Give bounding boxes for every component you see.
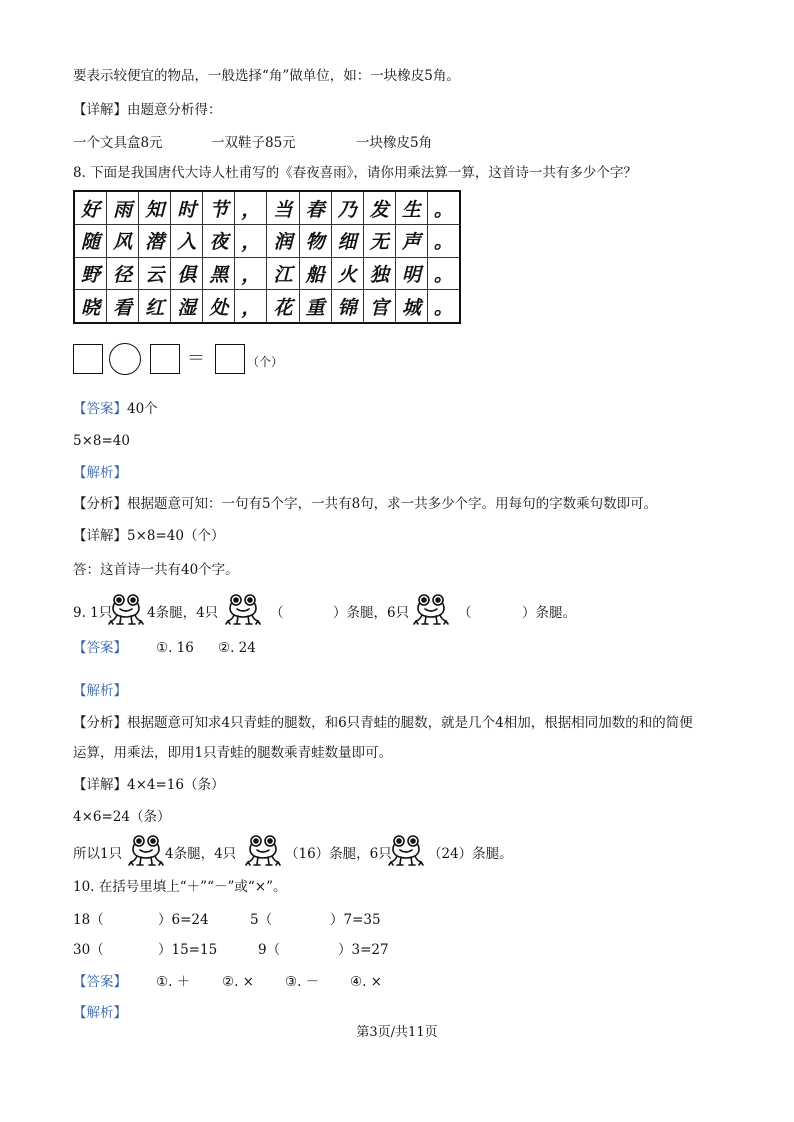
poem-char: 。 xyxy=(433,231,453,253)
frog-icon xyxy=(127,834,165,868)
poem-char: 径 xyxy=(107,257,139,289)
answer-9-1: ①. 16 xyxy=(156,640,194,656)
poem-char: 春 xyxy=(300,192,332,224)
so9-d: （24）条腿。 xyxy=(428,846,513,862)
answer-box-2[interactable] xyxy=(150,344,180,374)
q10-r2a-rest: ）15=15 xyxy=(158,942,218,958)
analysis-9-line2: 运算，用乘法，即用1只青蛙的腿数乘青蛙数量即可。 xyxy=(73,745,393,761)
frog-icon xyxy=(107,593,145,627)
answer-8-calc: 5×8=40 xyxy=(73,433,130,449)
answer-10-2: ②. × xyxy=(222,974,254,990)
poem-row xyxy=(75,257,459,290)
page-footer: 第3页/共11页 xyxy=(356,1025,438,1040)
answer-text: 40个 xyxy=(127,401,158,417)
detail-tag: 【详解】 xyxy=(73,528,127,544)
poem-char: 看 xyxy=(107,290,139,323)
poem-char: 生 xyxy=(396,192,428,224)
q10-r1b-rest: ）7=35 xyxy=(330,912,381,928)
so9-b: 4条腿，4只 xyxy=(165,846,237,862)
poem-char: 处 xyxy=(203,290,235,323)
frog-icon xyxy=(387,834,425,868)
poem-char: 乃 xyxy=(332,192,364,224)
answer-9-2: ②. 24 xyxy=(218,640,256,656)
answer-9-tag: 【答案】 xyxy=(73,640,127,656)
detail-text: 5×8=40（个） xyxy=(127,528,225,544)
poem-char: ， xyxy=(235,192,267,224)
line-1: 要表示较便宜的物品，一般选择“角”做单位，如：一块橡皮5角。 xyxy=(73,68,460,84)
answer-10-tag: 【答案】 xyxy=(73,974,127,990)
poem-char: 好 xyxy=(75,192,107,224)
analysis-8-tag: 【解析】 xyxy=(73,465,127,481)
poem-char: 风 xyxy=(107,225,139,257)
poem-char: 湿 xyxy=(171,290,203,323)
poem-char: 无 xyxy=(364,225,396,257)
poem-char: 。 xyxy=(433,198,453,221)
poem-char: 红 xyxy=(139,290,171,323)
q10-r1b-num: 5（ xyxy=(250,912,273,928)
poem-char: 当 xyxy=(267,192,299,224)
answer-box-1[interactable] xyxy=(73,344,103,374)
poem-char: 花 xyxy=(267,290,299,323)
detail-tag: 【详解】 xyxy=(73,777,127,793)
answer-10-3: ③. － xyxy=(285,974,320,990)
poem-char: 晓 xyxy=(75,290,107,323)
poem-char: 。 xyxy=(433,296,453,319)
detail-text: 4×4=16（条） xyxy=(127,777,225,793)
analysis-text: 根据题意可知求4只青蛙的腿数，和6只青蛙的腿数，就是几个4相加，根据相同加数的和的简便 xyxy=(127,715,693,731)
frog-icon xyxy=(412,593,450,627)
poem-char: 官 xyxy=(364,290,396,323)
q9-paren-open-1: （ xyxy=(270,605,284,621)
detail-9 xyxy=(73,776,224,794)
poem-char: ， xyxy=(235,257,267,289)
analysis-tag: 【分析】 xyxy=(73,496,127,512)
q10-r1a-num: 18（ xyxy=(73,912,104,928)
detail-text: 由题意分析得： xyxy=(127,102,222,118)
so9-c: （16）条腿，6只 xyxy=(285,846,392,862)
poem-char: 锦 xyxy=(332,290,364,323)
analysis-9-line1 xyxy=(73,714,693,732)
question-8: 8. 下面是我国唐代大诗人杜甫写的《春夜喜雨》，请你用乘法算一算，这首诗一共有多少个字？ xyxy=(73,165,637,181)
analysis-9-tag: 【解析】 xyxy=(73,683,127,699)
poem-char: 节 xyxy=(203,192,235,224)
poem-char: 夜 xyxy=(203,225,235,257)
analysis-text: 根据题意可知：一句有5个字，一共有8句，求一共多少个字。用每句的字数乘句数即可。 xyxy=(127,496,658,512)
poem-char: 重 xyxy=(300,290,332,323)
poem-char: 城 xyxy=(396,290,428,323)
poem-char: 细 xyxy=(332,225,364,257)
poem-row xyxy=(75,192,459,225)
item-pencil-box: 一个文具盒8元 xyxy=(73,135,163,151)
answer-8 xyxy=(73,400,158,418)
detail-8 xyxy=(73,527,224,545)
poem-grid xyxy=(73,190,461,324)
final-answer-8: 答：这首诗一共有40个字。 xyxy=(73,562,239,578)
q10-r2b-rest: ）3=27 xyxy=(338,942,389,958)
poem-char: 潜 xyxy=(139,225,171,257)
poem-char: ， xyxy=(235,225,267,257)
poem-char: 云 xyxy=(139,257,171,289)
q10-r2b-num: 9（ xyxy=(258,942,281,958)
q9-part-a: 9. 1只 xyxy=(73,605,113,621)
poem-char: 雨 xyxy=(107,192,139,224)
poem-char: 独 xyxy=(364,257,396,289)
answer-10-1: ①. ＋ xyxy=(156,974,191,990)
unit-label: （个） xyxy=(247,355,284,369)
poem-char: 。 xyxy=(433,263,453,286)
item-eraser: 一块橡皮5角 xyxy=(356,135,433,151)
q10-r2a-num: 30（ xyxy=(73,942,104,958)
frog-icon xyxy=(224,593,262,627)
poem-row xyxy=(75,225,459,258)
poem-row xyxy=(75,290,459,323)
poem-char: ， xyxy=(235,290,267,323)
q10-r1a-rest: ）6=24 xyxy=(158,912,209,928)
poem-char: 俱 xyxy=(171,257,203,289)
poem-char: 野 xyxy=(75,257,107,289)
analysis-tag: 【分析】 xyxy=(73,715,127,731)
analysis-8 xyxy=(73,495,657,513)
answer-tag: 【答案】 xyxy=(73,401,127,417)
poem-char: 时 xyxy=(171,192,203,224)
answer-box-3[interactable] xyxy=(215,344,245,374)
detail-tag: 【详解】 xyxy=(73,102,127,118)
poem-char: 黑 xyxy=(203,257,235,289)
q9-part-f: ）条腿。 xyxy=(522,605,576,621)
q9-part-d: ）条腿，6只 xyxy=(333,605,410,621)
so9-a: 所以1只 xyxy=(73,846,123,862)
poem-char: 明 xyxy=(396,257,428,289)
operator-circle[interactable] xyxy=(109,343,141,375)
analysis-10-tag: 【解析】 xyxy=(73,1005,127,1021)
poem-char: 物 xyxy=(300,225,332,257)
detail-line xyxy=(73,101,222,119)
frog-icon xyxy=(244,834,282,868)
poem-char: 船 xyxy=(300,257,332,289)
q9-paren-open-2: （ xyxy=(458,605,472,621)
poem-char: 江 xyxy=(267,257,299,289)
poem-char: 知 xyxy=(139,192,171,224)
detail-9-calc2: 4×6=24（条） xyxy=(73,809,171,825)
question-10: 10. 在括号里填上“＋”“－”或“×”。 xyxy=(73,879,287,895)
answer-10-4: ④. × xyxy=(350,974,382,990)
equals-sign: ＝ xyxy=(187,348,205,369)
q9-part-b: 4条腿，4只 xyxy=(147,605,219,621)
poem-char: 润 xyxy=(267,225,299,257)
poem-char: 火 xyxy=(332,257,364,289)
poem-char: 入 xyxy=(171,225,203,257)
poem-char: 发 xyxy=(364,192,396,224)
poem-char: 声 xyxy=(396,225,428,257)
item-shoes: 一双鞋子85元 xyxy=(211,135,296,151)
poem-char: 随 xyxy=(75,225,107,257)
